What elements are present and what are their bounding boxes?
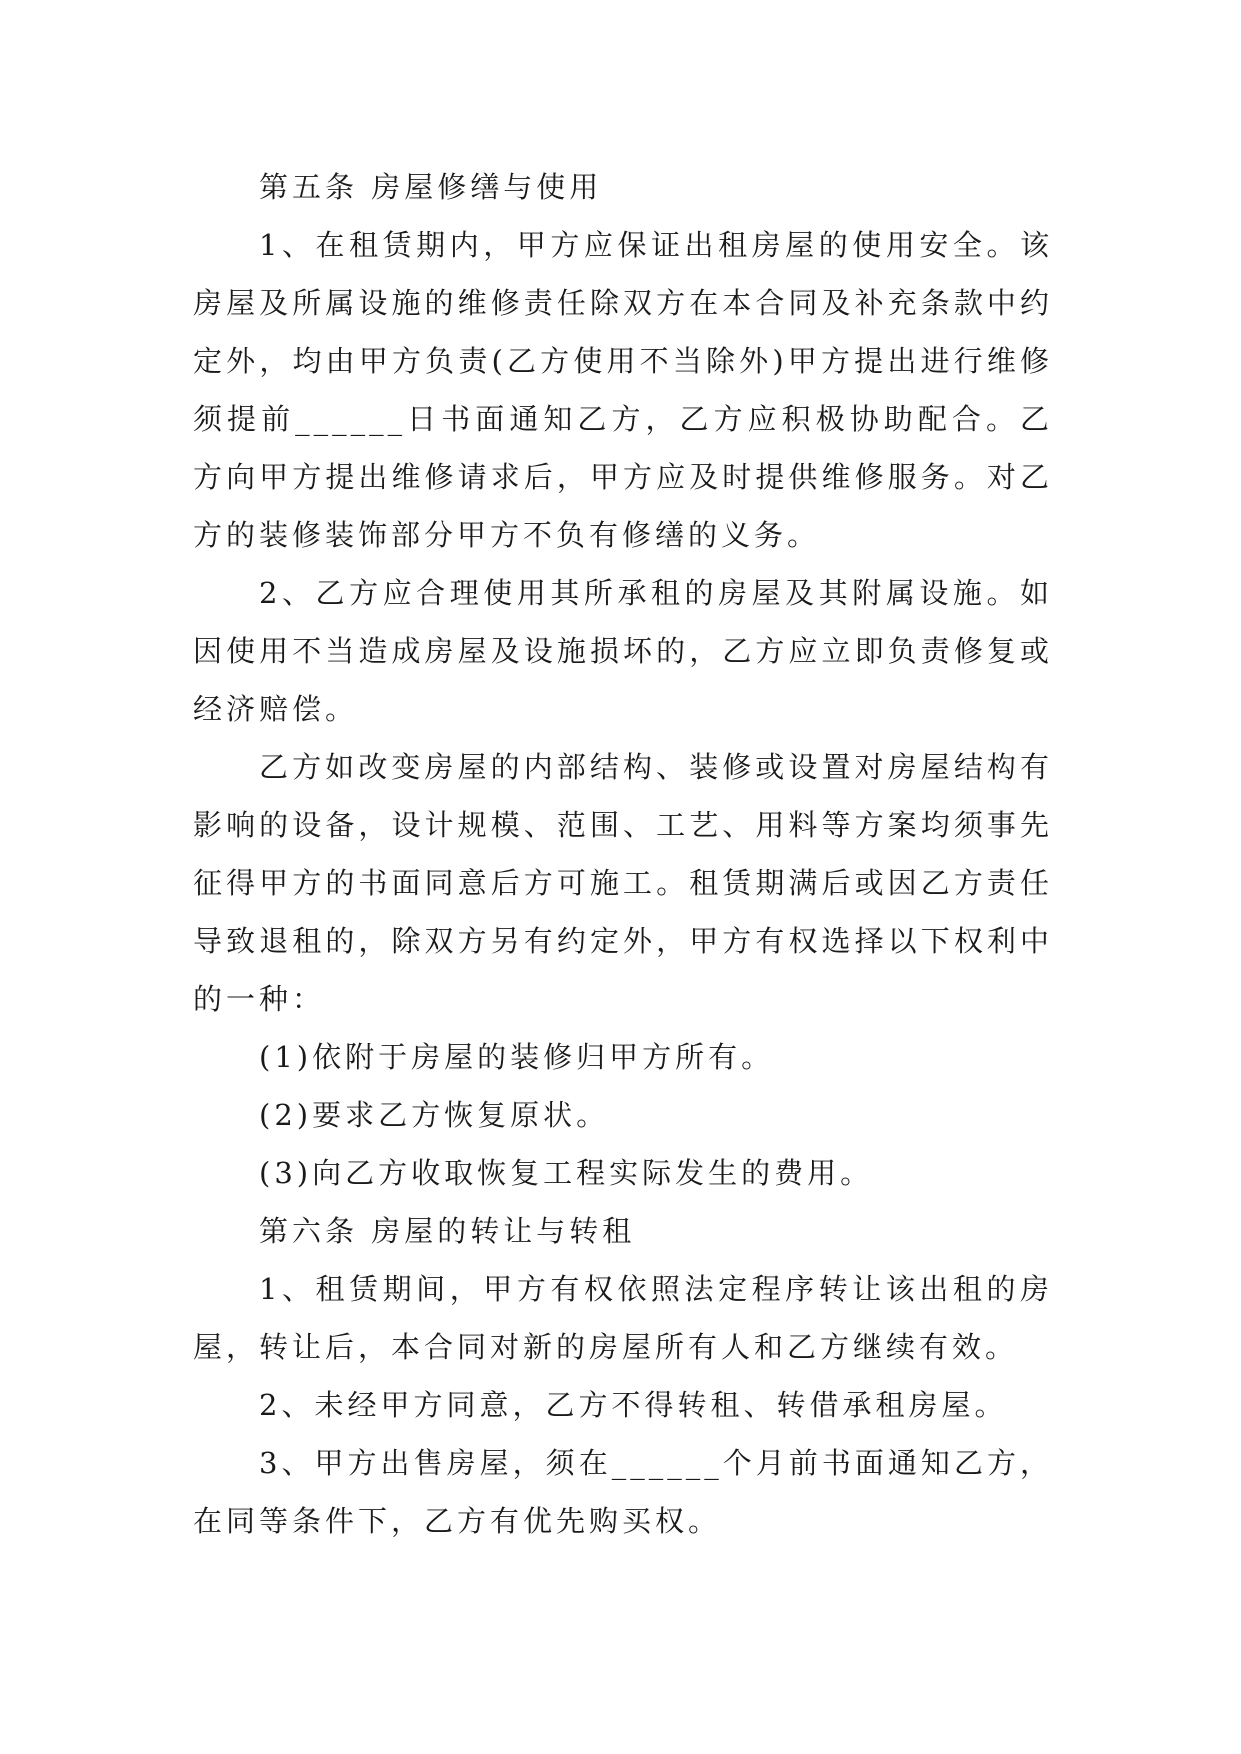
paragraph: 2、乙方应合理使用其所承租的房屋及其附属设施。如因使用不当造成房屋及设施损坏的，乙方应立即负责修复或经济赔偿。 [193, 576, 1053, 726]
list-item: (2)要求乙方恢复原状。 [259, 1098, 610, 1132]
paragraph: 1、在租赁期内，甲方应保证出租房屋的使用安全。该房屋及所属设施的维修责任除双方在本合同及补充条款中约定外，均由甲方负责(乙方使用不当除外)甲方提出进行维修须提前______日书面通知乙方，乙方应积极协助配合。乙方向甲方提出维修请求后，甲方应及时提供维修服务。对乙方的装修装饰部分甲方不负有修缮的义务。 [193, 228, 1053, 552]
paragraph: 3、甲方出售房屋，须在______个月前书面通知乙方，在同等条件下，乙方有优先购买权。 [193, 1446, 1053, 1538]
list-item: (3)向乙方收取恢复工程实际发生的费用。 [259, 1156, 874, 1190]
section-heading-article-6: 第六条 房屋的转让与转租 [259, 1214, 636, 1248]
paragraph: 乙方如改变房屋的内部结构、装修或设置对房屋结构有影响的设备，设计规模、范围、工艺、用料等方案均须事先征得甲方的书面同意后方可施工。租赁期满后或因乙方责任导致退租的，除双方另有约定外，甲方有权选择以下权利中的一种： [193, 750, 1053, 1016]
document-body [193, 158, 1053, 1550]
paragraph: 2、未经甲方同意，乙方不得转租、转借承租房屋。 [259, 1388, 1008, 1422]
section-heading-article-5: 第五条 房屋修缮与使用 [259, 170, 603, 204]
paragraph: 1、租赁期间，甲方有权依照法定程序转让该出租的房屋，转让后，本合同对新的房屋所有人和乙方继续有效。 [193, 1272, 1053, 1364]
list-item: (1)依附于房屋的装修归甲方所有。 [259, 1040, 775, 1074]
